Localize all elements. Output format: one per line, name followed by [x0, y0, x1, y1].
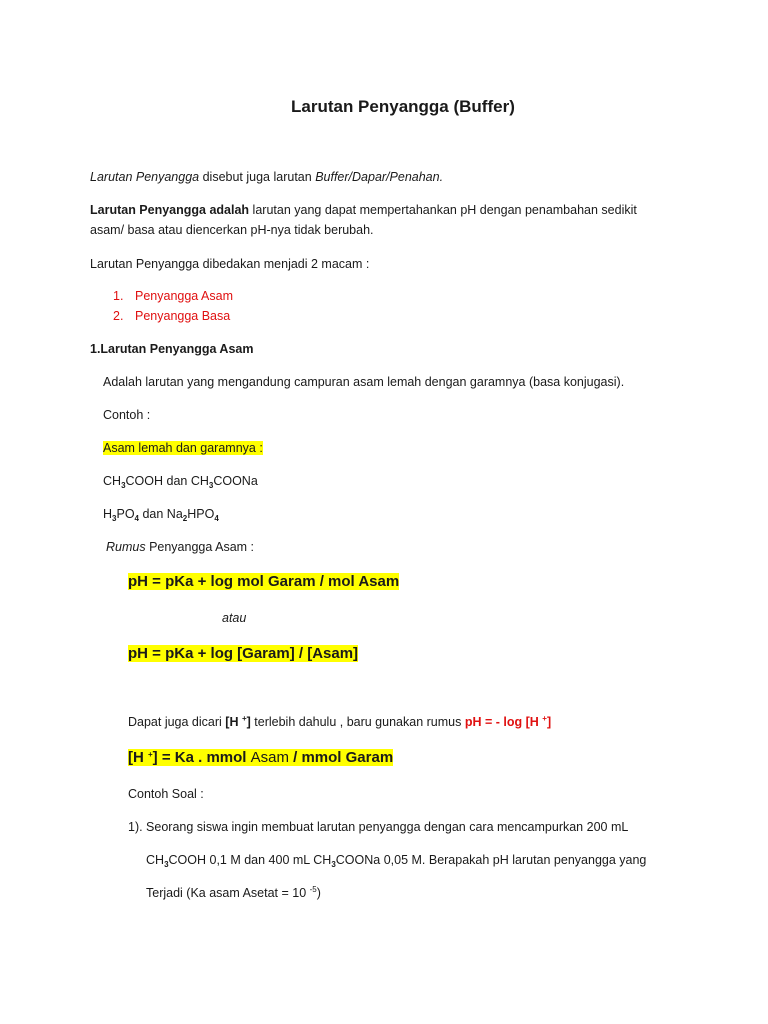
formula-highlight: pH = pKa + log mol Garam / mol Asam	[128, 573, 400, 590]
formula-highlight: [H +] = Ka . mmol Asam / mmol Garam	[128, 749, 394, 766]
list-number: 1.	[113, 289, 124, 303]
section-heading: 1.Larutan Penyangga Asam	[90, 342, 254, 356]
formula-concentration	[128, 644, 358, 664]
h-plus: [H +]	[225, 714, 251, 729]
example-formula-1: $CH_3COOH$ dan $CH_3COONa$	[103, 474, 258, 490]
formula-highlight: pH = pKa + log [Garam] / [Asam]	[128, 645, 359, 662]
definition-line-1	[90, 202, 637, 218]
contoh-soal-label: Contoh Soal :	[128, 787, 204, 801]
highlighted-label: Asam lemah dan garamnya :	[103, 441, 263, 455]
weak-acid-label	[103, 440, 263, 456]
alt-calc-line: Dapat juga dicari [H +] terlebih dahulu , baru gunakan rumus pH = - log [H +]	[128, 714, 552, 729]
atau-label: atau	[222, 611, 247, 625]
definition-text: larutan yang dapat mempertahankan pH dengan penambahan sedikit	[249, 203, 637, 217]
intro-term: Larutan Penyangga	[90, 170, 200, 184]
formula-h-plus	[128, 748, 393, 768]
definition-line-2: asam/ basa atau diencerkan pH-nya tidak berubah.	[90, 223, 374, 237]
rumus-text: Penyangga Asam :	[145, 540, 254, 554]
page-title: Larutan Penyangga (Buffer)	[291, 97, 515, 116]
problem-line-1: 1). Seorang siswa ingin membuat larutan penyangga dengan cara mencampurkan 200 mL	[128, 820, 629, 834]
section-description: Adalah larutan yang mengandung campuran asam lemah dengan garamnya (basa konjugasi).	[103, 375, 625, 389]
intro-mid: disebut juga larutan	[199, 170, 316, 184]
list-label: Penyangga Asam	[135, 289, 233, 303]
list-item	[113, 288, 233, 304]
formula-mol	[128, 572, 399, 592]
list-item	[113, 308, 230, 324]
rumus-italic: Rumus	[106, 540, 146, 554]
problem-line-2: $CH_3COOH$ 0,1 M dan 400 mL $CH_3COONa$ 0,05 M. Berapakah pH larutan penyangga yang	[146, 853, 647, 869]
contoh-label: Contoh :	[103, 408, 151, 422]
ph-log-formula: pH = - log [H +]	[464, 714, 552, 729]
intro-paragraph	[90, 169, 443, 185]
list-number: 2.	[113, 309, 124, 323]
intro-synonyms: Buffer/Dapar/Penahan.	[315, 170, 444, 184]
list-label: Penyangga Basa	[135, 309, 231, 323]
definition-term: Larutan Penyangga adalah	[90, 203, 250, 217]
example-formula-2: $H_3PO_4$ dan $Na_2HPO_4$	[103, 507, 219, 523]
rumus-label	[106, 539, 254, 555]
types-intro: Larutan Penyangga dibedakan menjadi 2 macam :	[90, 257, 370, 271]
problem-line-3: Terjadi (Ka asam Asetat = 10 $^{-5}$)	[146, 885, 321, 900]
